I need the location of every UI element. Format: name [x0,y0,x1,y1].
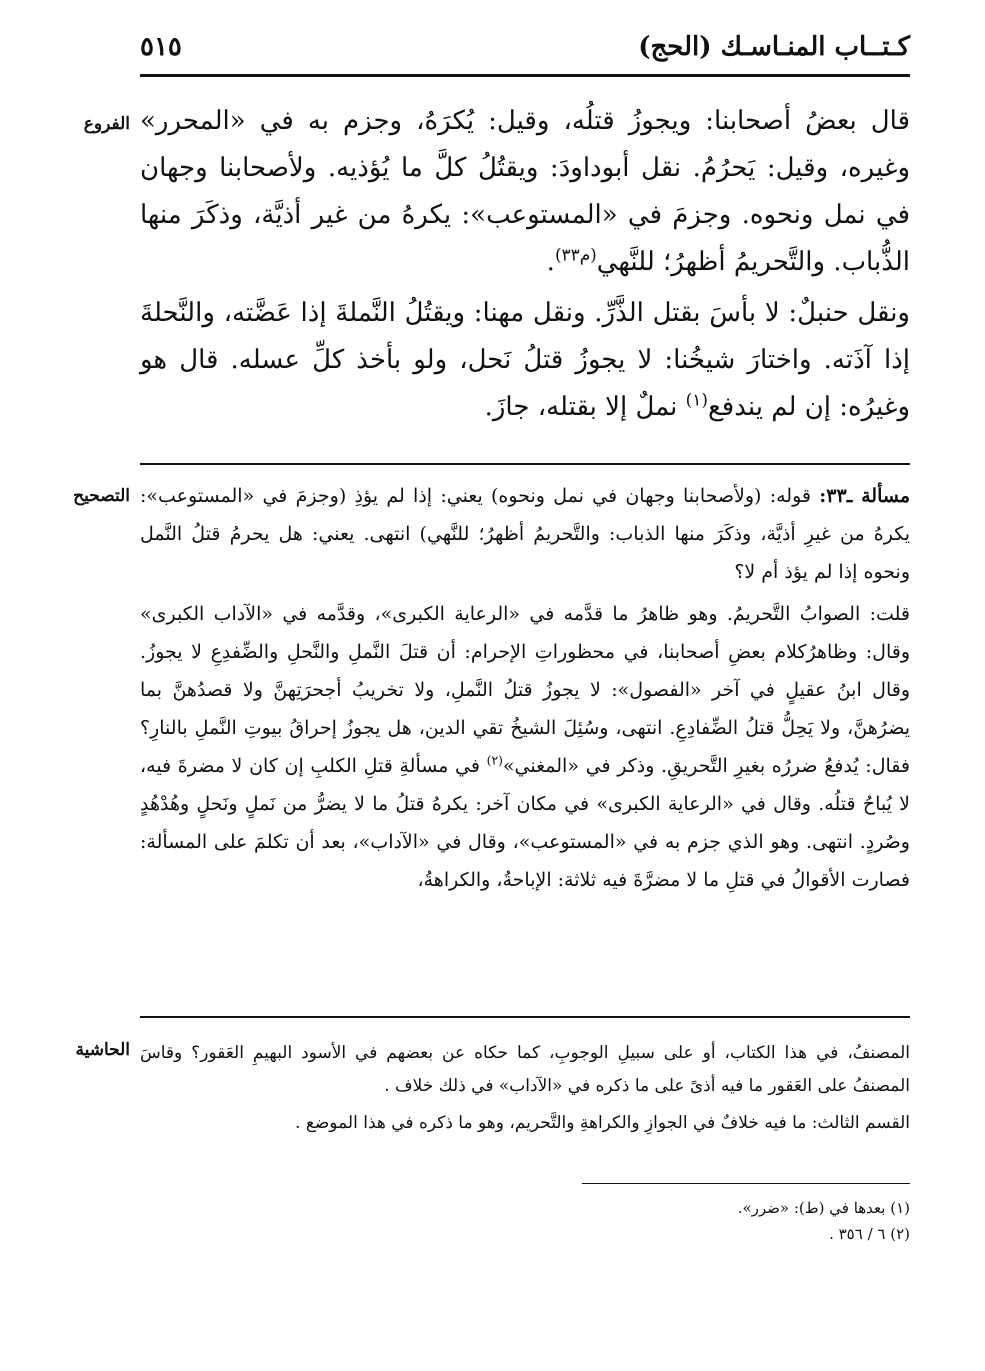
cross-reference-marker: (م٣٣) [554,244,597,265]
hashiya-section-label: الحاشية [75,1040,130,1060]
issue-number: مسألة ـ٣٣: [819,485,910,507]
footnote-divider [582,1183,910,1184]
running-title: كـتــاب المنـاسـك (الحج) [638,32,910,62]
header-rule [140,74,910,77]
footnote-1: (١) بعدها في (ط): «ضرر». [737,1199,910,1217]
hashiya-section [140,1037,910,1140]
page-number: ٥١٥ [140,32,182,62]
section-divider [140,463,910,465]
footnotes [140,1195,910,1247]
hashiya-paragraph-2: القسم الثالث: ما فيه خلافٌ في الجوازِ والكراهةِ والتَّحريم، وهو ما ذكره في هذا الموضع . [295,1113,910,1133]
furu-paragraph-1: قال بعضُ أصحابنا: ويجوزُ قتلُه، وقيل: يُكرَهُ، وجزم به في «المحرر» وغيره، وقيل: يَحرُمُ. نقل أبوداودَ: ويقتُلُ كلَّ ما يُؤذيه. ولأصحابنا وجهان في نمل ونحوه. وجزمَ في «المستوعب»: يكرهُ من غير أذيَّة، وذكَرَ منها الذُّباب. والتَّحريمُ أظهرُ؛ للنَّهي$^{(م٣٣)}$. [140,106,910,277]
furu-section [140,98,910,431]
furu-section-label: الفروع [83,114,130,134]
hashiya-paragraph-1: المصنفُ، في هذا الكتاب، أو على سبيلِ الوجوبِ، كما حكاه عن بعضهم في الأسود البهيمِ العَقور؟ وقاسَ المصنفُ على العَقور ما فيه أذىً على ما ذكره في «الآداب» في ذلك خلاف . [140,1043,910,1096]
tashih-paragraph-1: مسألة ـ٣٣: قوله: (ولأصحابنا وجهان في نمل ونحوه) يعني: إذا لم يؤذِ (وجزمَ في «المستوعب»: يكرهُ من غيرِ أذيَّة، وذكَرَ منها الذباب: والتَّحريمُ أظهرُ؛ للنَّهي) انتهى. يعني: هل يحرمُ قتلُ النَّمل ونحوه إذا لم يؤذ أم لا؟ [140,485,910,583]
tashih-section [140,477,910,899]
tashih-section-label: التصحيح [73,486,130,506]
page-header [140,28,910,76]
footnote-marker-2: (٢) [486,753,503,768]
furu-paragraph-2: ونقل حنبلٌ: لا بأسَ بقتل الذَّرِّ. ونقل مهنا: ويقتُلُ النَّملةَ إذا عَضَّته، والنَّحلةَ إذا آذَته. واختارَ شيخُنا: لا يجوزُ قتلُ نَحل، ولو بأخذ كلِّ عسله. قال هو وغيرُه: إن لم يندفع$^{(١)}$ نملٌ إلا بقتله، جازَ. [140,298,911,422]
footnote-2: (٢) ٦ / ٣٥٦ . [829,1225,910,1243]
tashih-paragraph-2: قلت: الصوابُ التَّحريمُ. وهو ظاهرُ ما قدَّمه في «الرعاية الكبرى»، وقدَّمه في «الآداب الكبرى» وقال: وظاهرُكلام بعضِ أصحابنا، في محظوراتِ الإحرام: أن قتلَ النَّملِ والنَّحلِ والضِّفدِعِ لا يجوزُ. وقال ابنُ عقيلٍ في آخر «الفصول»: لا يجوزُ قتلُ النَّملِ، ولا تخريبُ أجحرَتِهنَّ ولا قصدُهنَّ بما يضرُهنَّ، ولا يَحِلُّ قتلُ الضِّفادِعِ. انتهى، وسُئِلَ الشيخُ تقي الدين، هل يجوزُ إحراقُ بيوتِ النَّملِ بالنارِ؟ فقال: يُدفعُ ضررُه بغيرِ التَّحريقِ. وذكر في «المغني»$^{(٢)}$ في مسألةِ قتلِ الكلبِ إن كان لا مضرةَ فيه، لا يُباحُ قتلُه. وقال في «الرعاية الكبرى» في مكان آخر: يكرهُ قتلُ ما لا يضرُّ من نَملٍ ونَحلٍ وهُدْهُدٍ وصُردٍ. انتهى. وهو الذي جزم به في «المستوعب»، وقال في «الآداب»، بعد أن تكلمَ على المسألة: فصارت الأقوالُ في قتلِ ما لا مضرَّةَ فيه ثلاثة: الإباحةُ، والكراهةُ، [140,603,911,891]
section-divider [140,1016,910,1018]
footnote-marker-1: (١) [685,389,708,410]
